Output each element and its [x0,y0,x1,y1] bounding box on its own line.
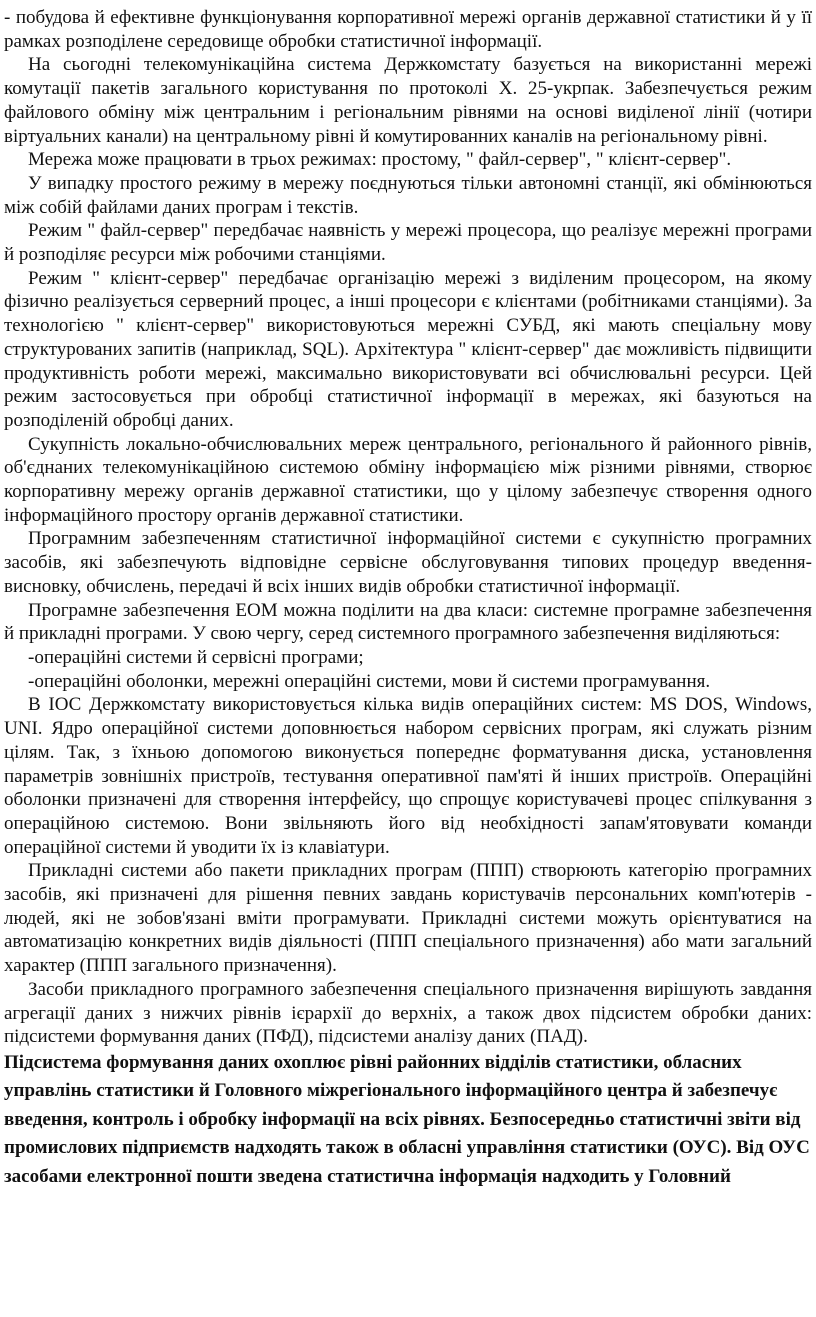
paragraph-network-modes: Мережа може працювати в трьох режимах: простому, " файл-сервер", " клієнт-сервер". [28,149,732,171]
paragraph-file-server-mode: Режим " файл-сервер" передбачає наявність у мережі процесора, що реалізує мережні програми й розподіляє ресурси між робочими станціями. [4,220,812,266]
list-item-shells: -операційні оболонки, мережні операційні системи, мови й системи програмування. [28,670,711,692]
paragraph-applied-systems: Прикладні системи або пакети прикладних програм (ППП) створюють категорію програмних засобів, які призначені для рішення певних завдань користувачів персональних комп'ютерів - людей, які не зобов'язані вміти програмувати. Прикладні системи можуть орієнтуватися на автоматизацію конкретних видів діяльності (ППП спеціального призначення) або мати загальний характер (ППП загального призначення). [4,860,812,977]
paragraph-special-software: Засоби прикладного програмного забезпечення спеціального призначення вирішують завдання агрегації даних з нижчих рівнів ієрархії до верхніх, а також двох підсистем обробки даних: підсистеми формування даних (ПФД), підсистеми аналізу даних (ПАД). [4,978,812,1048]
paragraph-intro-bullet: - побудова й ефективне функціонування корпоративної мережі органів державної статистики й у її рамках розподілене середовище обробки статистичної інформації. [4,7,812,52]
paragraph-client-server-mode: Режим " клієнт-сервер" передбачає організацію мережі з виділеним процесором, на якому фізично реалізується серверний процес, а інші процесори є клієнтами (робітниками станціями). За технологією " клієнт-сервер" використовуються мережні СУБД, які мають спеціальну мову структурованих запитів (наприклад, SQL). Архітектура " клієнт-сервер" дає можливість підвищити продуктивність роботи мережі, максимально використовувати всі обчислювальні ресурси. Цей режим застосовується при обробці статистичної інформації в мережах, які базуються на розподіленій обробці даних. [4,267,812,431]
paragraph-data-formation-subsystem: Підсистема формування даних охоплює рівні районних відділів статистики, обласних управлінь статистики й Головного міжрегіонального інформаційного центра й забезпечує введення, контроль і обробку інформації на всіх рівнях. Безпосередньо статистичні звіти від промислових підприємств надходять також в обласні управління статистики (ОУС). Від ОУС засобами електронної пошти зведена статистична інформація надходить у Головний [4,1051,810,1187]
list-item-os: -операційні системи й сервісні програми; [28,646,364,668]
paragraph-software: Програмним забезпеченням статистичної інформаційної системи є сукупністю програмних засобів, які забезпечують відповідне сервісне обслуговування типових процедур введення- висновку, обчислень, передачі й всіх інших видів обробки статистичної інформації. [4,528,812,597]
paragraph-os-types: В ІОС Держкомстату використовується кілька видів операційних систем: MS DOS, Windows, UNI. Ядро операційної системи доповнюється набором сервісних програм, які служать різним цілям. Так, з їхньою допомогою виконується попереднє форматування диска, установлення параметрів зовнішніх пристроїв, тестування оперативної пам'яті й інших пристроїв. Операційні оболонки призначені для створення інтерфейсу, що спрощує користувачеві процес спілкування з операційною системою. Вони звільняють його від необхідності запам'ятовувати команди операційної системи й уводити їх із клавіатури. [4,694,812,858]
paragraph-telecom-system: На сьогодні телекомунікаційна система Держкомстату базується на використанні мережі комутації пакетів загального користування по протоколі X. 25-укрпак. Забезпечується режим файлового обміну між центральним і регіональним рівнями на основі виділеної лінії (чотири віртуальних канали) на центральному рівні й комутированних каналів на регіональному рівні. [4,54,812,147]
paragraph-software-classes: Програмне забезпечення ЕОМ можна поділити на два класи: системне програмне забезпечення й прикладні програми. У свою чергу, серед системного програмного забезпечення виділяються: [4,599,812,645]
paragraph-simple-mode: У випадку простого режиму в мережу поєднуються тільки автономні станції, які обмінюються між собій файлами даних програм і текстів. [4,172,812,218]
paragraph-corporate-network: Сукупність локально-обчислювальних мереж центрального, регіонального й районного рівнів, об'єднаних телекомунікаційною системою обміну інформацією між різними рівнями, створює корпоративну мережу органів державної статистики, що у цілому забезпечує створення одного інформаційного простору органів державної статистики. [4,433,812,526]
